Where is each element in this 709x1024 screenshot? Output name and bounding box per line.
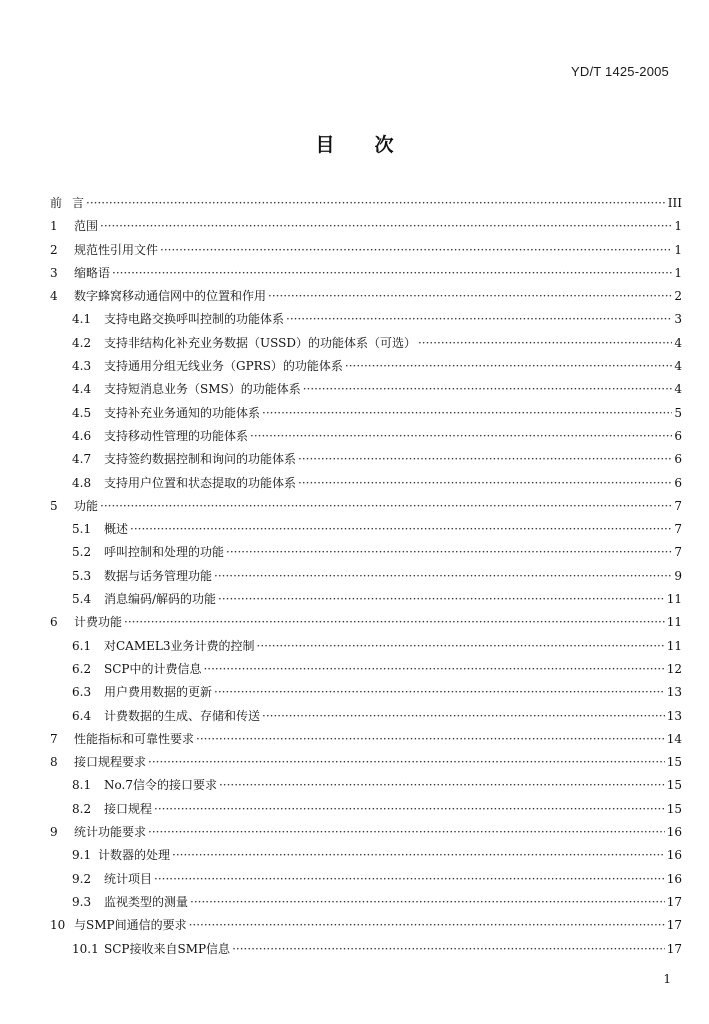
- toc-entry[interactable]: [50, 611, 682, 634]
- toc-entry[interactable]: [50, 751, 682, 774]
- toc-entry-page: 7: [674, 522, 682, 537]
- toc-entry-page: 4: [674, 359, 682, 374]
- table-of-contents: [50, 192, 682, 961]
- toc-entry-page: 13: [666, 708, 682, 723]
- toc-entry-page: 15: [666, 778, 682, 793]
- toc-entry-number: 4.7: [72, 452, 92, 467]
- toc-leader-dots: [262, 705, 665, 728]
- toc-entry-page: 17: [666, 941, 682, 956]
- toc-leader-dots: [268, 285, 672, 308]
- toc-entry-number: 9.3: [72, 894, 92, 909]
- toc-entry[interactable]: [50, 681, 682, 704]
- title-char-1: 目: [315, 134, 335, 156]
- toc-leader-dots: [172, 844, 665, 867]
- toc-entry-page: 6: [674, 452, 682, 467]
- toc-leader-dots: [232, 938, 665, 961]
- toc-entry-title: SCP中的计费信息: [104, 661, 202, 676]
- toc-entry-number: 3: [50, 265, 58, 280]
- toc-entry-title: 数字蜂窝移动通信网中的位置和作用: [74, 289, 267, 304]
- toc-entry-number: 6: [50, 615, 58, 630]
- toc-entry[interactable]: [50, 914, 682, 937]
- toc-leader-dots: [154, 798, 665, 821]
- toc-entry-page: 4: [674, 335, 682, 350]
- toc-entry-number: 7: [50, 731, 58, 746]
- toc-entry-title: 功能: [74, 498, 99, 513]
- toc-entry-number: 4.3: [72, 359, 92, 374]
- toc-entry-title: 支持移动性管理的功能体系: [104, 428, 249, 443]
- toc-entry-title: 接口规程要求: [74, 755, 147, 770]
- title-char-2: 次: [374, 134, 394, 156]
- toc-entry-title: 支持补充业务通知的功能体系: [104, 405, 261, 420]
- toc-entry-number: 8.2: [72, 801, 92, 816]
- toc-leader-dots: [154, 868, 665, 891]
- toc-entry-title: 支持短消息业务（SMS）的功能体系: [104, 382, 301, 397]
- toc-entry-page: 14: [666, 731, 682, 746]
- toc-entry-number: 6.1: [72, 638, 92, 653]
- toc-leader-dots: [160, 239, 672, 262]
- toc-entry[interactable]: [50, 798, 682, 821]
- toc-leader-dots: [189, 914, 665, 937]
- toc-leader-dots: [124, 611, 665, 634]
- toc-entry[interactable]: [50, 425, 682, 448]
- toc-leader-dots: [303, 378, 672, 401]
- toc-entry[interactable]: [50, 472, 682, 495]
- toc-entry-number: 8: [50, 755, 58, 770]
- toc-entry[interactable]: [50, 844, 682, 867]
- toc-entry-number: 10: [50, 918, 66, 933]
- toc-entry-number: 前: [50, 196, 63, 210]
- toc-entry-page: 16: [666, 848, 682, 863]
- toc-entry-title: 接口规程: [104, 801, 153, 816]
- toc-entry-page: 17: [666, 894, 682, 909]
- toc-entry-page: 3: [674, 312, 682, 327]
- toc-entry[interactable]: [50, 565, 682, 588]
- toc-entry-title: No.7信令的接口要求: [104, 778, 217, 793]
- toc-entry-number: 9.2: [72, 871, 92, 886]
- toc-leader-dots: [218, 588, 665, 611]
- toc-entry-page: 2: [674, 289, 682, 304]
- toc-entry[interactable]: [50, 308, 682, 331]
- toc-entry-page: 7: [674, 545, 682, 560]
- toc-entry[interactable]: [50, 215, 682, 238]
- toc-entry-title: 对CAMEL3业务计费的控制: [104, 638, 255, 653]
- toc-entry-title: 统计项目: [104, 871, 153, 886]
- toc-entry-title: 消息编码/解码的功能: [104, 592, 217, 607]
- toc-entry-number: 2: [50, 242, 58, 257]
- toc-leader-dots: [203, 658, 664, 681]
- toc-entry-title: 支持电路交换呼叫控制的功能体系: [104, 312, 285, 327]
- page-title: [0, 130, 709, 157]
- toc-leader-dots: [148, 821, 665, 844]
- toc-entry-page: 16: [666, 871, 682, 886]
- toc-entry[interactable]: [50, 891, 682, 914]
- toc-entry-title: 计费功能: [74, 615, 123, 630]
- toc-entry-page: 15: [666, 755, 682, 770]
- toc-entry-number: 9.1: [72, 848, 92, 863]
- toc-entry[interactable]: [50, 285, 682, 308]
- toc-leader-dots: [100, 495, 672, 518]
- toc-entry-page: 1: [674, 219, 682, 234]
- toc-entry[interactable]: [50, 239, 682, 262]
- toc-entry[interactable]: [50, 192, 682, 215]
- toc-entry[interactable]: [50, 518, 682, 541]
- toc-entry-title: 性能指标和可靠性要求: [74, 731, 195, 746]
- toc-entry-page: 17: [666, 918, 682, 933]
- toc-entry-number: 4.1: [72, 312, 92, 327]
- toc-entry[interactable]: [50, 705, 682, 728]
- toc-entry-number: 5.3: [72, 568, 92, 583]
- toc-entry-number: 5.2: [72, 545, 92, 560]
- toc-entry-page: 6: [674, 475, 682, 490]
- toc-entry[interactable]: [50, 262, 682, 285]
- toc-entry-title: 用户费用数据的更新: [104, 685, 213, 700]
- toc-entry[interactable]: [50, 774, 682, 797]
- toc-entry[interactable]: [50, 728, 682, 751]
- toc-entry-number: 4.2: [72, 335, 92, 350]
- toc-entry-title: SCP接收来自SMP信息: [104, 941, 231, 956]
- toc-entry-title: 言: [72, 196, 85, 210]
- toc-entry[interactable]: [50, 355, 682, 378]
- toc-entry-page: 4: [674, 382, 682, 397]
- toc-entry[interactable]: [50, 495, 682, 518]
- toc-leader-dots: [219, 774, 665, 797]
- toc-leader-dots: [262, 402, 672, 425]
- toc-entry-page: III: [667, 196, 682, 210]
- toc-entry-number: 4.8: [72, 475, 92, 490]
- toc-entry-page: 1: [674, 242, 682, 257]
- toc-entry[interactable]: [50, 868, 682, 891]
- toc-leader-dots: [196, 728, 665, 751]
- toc-entry[interactable]: [50, 402, 682, 425]
- toc-leader-dots: [345, 355, 672, 378]
- toc-entry-number: 10.1: [72, 941, 99, 956]
- toc-entry-title: 支持用户位置和状态提取的功能体系: [104, 475, 297, 490]
- toc-leader-dots: [130, 518, 672, 541]
- toc-entry-number: 6.3: [72, 685, 92, 700]
- toc-entry-number: 4: [50, 289, 58, 304]
- standard-code: YD/T 1425-2005: [571, 64, 669, 79]
- toc-entry-page: 7: [674, 498, 682, 513]
- toc-entry-title: 统计功能要求: [74, 825, 147, 840]
- toc-entry-title: 呼叫控制和处理的功能: [104, 545, 225, 560]
- toc-leader-dots: [286, 308, 672, 331]
- toc-leader-dots: [250, 425, 672, 448]
- toc-entry-page: 16: [666, 825, 682, 840]
- toc-leader-dots: [190, 891, 665, 914]
- toc-entry-number: 9: [50, 825, 58, 840]
- toc-entry[interactable]: [50, 541, 682, 564]
- toc-entry-page: 5: [674, 405, 682, 420]
- toc-leader-dots: [148, 751, 665, 774]
- toc-entry-number: 5.1: [72, 522, 92, 537]
- toc-entry-number: 1: [50, 219, 58, 234]
- toc-entry[interactable]: [50, 821, 682, 844]
- toc-entry-number: 4.5: [72, 405, 92, 420]
- toc-entry[interactable]: [50, 332, 682, 355]
- toc-entry-title: 支持通用分组无线业务（GPRS）的功能体系: [104, 359, 343, 374]
- toc-entry-title: 支持非结构化补充业务数据（USSD）的功能体系（可选）: [104, 335, 416, 350]
- toc-leader-dots: [418, 332, 672, 355]
- toc-entry-title: 缩略语: [74, 265, 111, 280]
- toc-leader-dots: [226, 541, 672, 564]
- toc-entry-title: 支持签约数据控制和询问的功能体系: [104, 452, 297, 467]
- toc-entry-title: 监视类型的测量: [104, 894, 189, 909]
- toc-entry-page: 13: [666, 685, 682, 700]
- toc-entry-page: 9: [674, 568, 682, 583]
- toc-entry-page: 11: [666, 638, 682, 653]
- toc-entry-number: 6.4: [72, 708, 92, 723]
- toc-entry-number: 5.4: [72, 592, 92, 607]
- toc-entry-number: 4.4: [72, 382, 92, 397]
- toc-entry-page: 6: [674, 428, 682, 443]
- toc-leader-dots: [100, 215, 672, 238]
- toc-entry-page: 11: [666, 592, 682, 607]
- toc-entry-title: 数据与话务管理功能: [104, 568, 213, 583]
- toc-entry-title: 计费数据的生成、存储和传送: [104, 708, 261, 723]
- toc-entry-title: 与SMP间通信的要求: [74, 918, 187, 933]
- toc-entry-number: 5: [50, 498, 58, 513]
- toc-leader-dots: [112, 262, 672, 285]
- toc-entry-number: 6.2: [72, 661, 92, 676]
- toc-entry[interactable]: [50, 658, 682, 681]
- toc-leader-dots: [257, 635, 665, 658]
- toc-entry-title: 概述: [104, 522, 129, 537]
- toc-leader-dots: [214, 565, 672, 588]
- toc-leader-dots: [214, 681, 665, 704]
- toc-leader-dots: [86, 192, 666, 215]
- toc-entry-title: 规范性引用文件: [74, 242, 159, 257]
- toc-entry[interactable]: [50, 938, 682, 961]
- toc-entry-page: 11: [666, 615, 682, 630]
- page-number: 1: [663, 972, 671, 986]
- toc-entry[interactable]: [50, 378, 682, 401]
- toc-entry-number: 4.6: [72, 428, 92, 443]
- toc-leader-dots: [298, 448, 672, 471]
- toc-entry-title: 范围: [74, 219, 99, 234]
- toc-entry-page: 12: [666, 661, 682, 676]
- toc-entry[interactable]: [50, 635, 682, 658]
- toc-entry-title: 计数器的处理: [98, 848, 171, 863]
- toc-entry[interactable]: [50, 448, 682, 471]
- toc-leader-dots: [298, 472, 672, 495]
- toc-entry-page: 1: [674, 265, 682, 280]
- toc-entry[interactable]: [50, 588, 682, 611]
- toc-entry-page: 15: [666, 801, 682, 816]
- toc-entry-number: 8.1: [72, 778, 92, 793]
